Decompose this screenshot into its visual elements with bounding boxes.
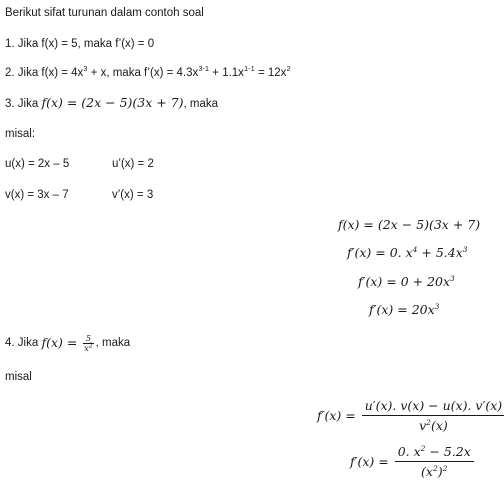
numerator-part: − 5.2x [425,444,471,459]
misal-label-2: misal [5,371,32,383]
quotient-denominator [362,415,504,434]
rule-3-expression: f(x) = (2x − 5)(3x + 7) [41,95,184,110]
rule-2 [5,66,291,80]
quotient-den-part: v [419,418,427,433]
numerator-part: 0. x [397,444,421,459]
u-definition: u(x) = 2x – 5 [5,158,70,170]
rule-4-fraction [83,334,93,353]
step-derivative-part: f′(x) = 20x [369,302,435,317]
step-derivative-exp: 3 [450,273,455,283]
rule-2-part: + x, maka f’(x) = 4.3x [87,67,199,79]
numerator-exp: 2 [420,443,426,453]
step-derivative-exp: 3 [434,301,440,311]
rule-3-prefix: 3. Jika [5,98,42,110]
quotient-substituted-denominator [395,461,474,480]
rule-2-exp: 2 [286,64,291,74]
step-function: f(x) = (2x − 5)(3x + 7) [338,217,481,232]
rule-3-suffix: , maka [183,98,219,110]
rule-4-numerator: 5 [85,333,92,343]
rule-4-denominator [83,343,93,353]
v-prime-definition: v’(x) = 3 [112,189,154,201]
step-derivative-part: + 5.4x [417,245,463,260]
denominator-exp: 2 [442,463,448,473]
denominator-part: ) [437,464,443,479]
rule-4-prefix: 4. Jika [5,337,42,349]
denominator-exp: 2 [432,463,438,473]
step-derivative-part: f′(x) = 0 + 20x [358,274,451,289]
quotient-lhs: f′(x) = [317,408,360,423]
quotient-substituted-fraction [395,443,474,480]
rule-4-suffix: , maka [95,337,131,349]
quotient-rule [317,397,504,434]
quotient-substituted-numerator [395,443,474,461]
rule-2-part: 2. Jika f(x) = 4x [5,67,84,79]
rule-4-den-exp: 2 [88,341,93,349]
v-definition: v(x) = 3x – 7 [5,189,69,201]
quotient-fraction [362,397,504,434]
step-derivative-exp: 4 [412,244,418,254]
quotient-substituted-lhs: f′(x) = [350,454,393,469]
rule-4-lhs: f(x) = [41,335,82,350]
quotient-numerator: u′(x). v(x) − u(x). v′(x) [364,398,503,413]
step-derivative-part: f′(x) = 0. x [347,245,413,260]
quotient-den-part: (x) [430,418,448,433]
u-prime-definition: u’(x) = 2 [112,158,154,170]
intro-text: Berikut sifat turunan dalam contoh soal [5,7,204,19]
rule-2-exp: 3 [83,64,88,74]
step-derivative-3 [369,302,439,318]
rule-2-part: = 12x [254,67,287,79]
denominator-part: (x [421,464,433,479]
step-derivative-1 [347,245,468,261]
rule-4-den-base: x [84,343,89,353]
rule-2-exp: 1-1 [243,64,255,74]
rule-3 [5,96,218,111]
rule-2-exp: 3-1 [198,64,210,74]
misal-label-1: misal: [5,128,36,140]
quotient-substituted [350,443,476,480]
step-derivative-exp: 3 [462,244,468,254]
rule-4 [5,333,130,353]
rule-1: 1. Jika f(x) = 5, maka f’(x) = 0 [5,38,155,50]
quotient-den-exp: 2 [426,417,431,427]
step-derivative-2 [358,274,455,290]
rule-2-part: + 1.1x [209,67,244,79]
